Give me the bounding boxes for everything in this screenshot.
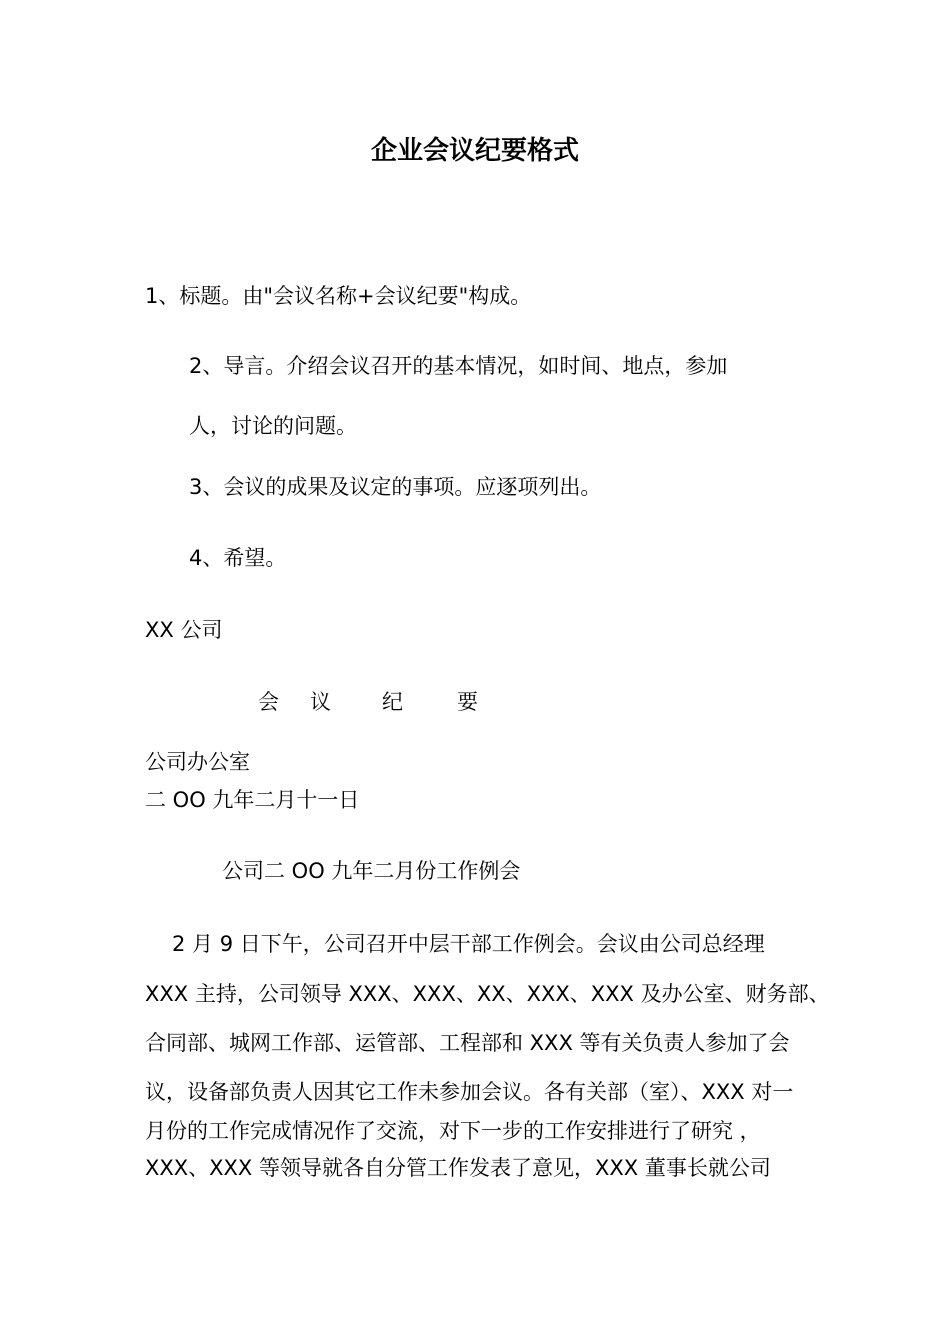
item-1: 1、标题。由"会议名称+会议纪要"构成。 bbox=[145, 284, 532, 308]
meeting-title: 公司二 OO 九年二月份工作例会 bbox=[222, 859, 521, 883]
minutes-heading-char: 纪 bbox=[382, 690, 403, 714]
body-line: 合同部、城网工作部、运管部、工程部和 XXX 等有关负责人参加了会 bbox=[145, 1031, 790, 1055]
minutes-heading bbox=[258, 687, 478, 717]
document-date: 二 OO 九年二月十一日 bbox=[145, 788, 360, 812]
body-line: XXX 主持，公司领导 XXX、XXX、XX、XXX、XXX 及办公室、财务部、 bbox=[145, 982, 830, 1006]
item-2-continued: 人，讨论的问题。 bbox=[189, 414, 357, 438]
minutes-heading-char: 会 bbox=[258, 690, 279, 714]
item-4: 4、希望。 bbox=[189, 546, 287, 570]
item-3: 3、会议的成果及议定的事项。应逐项列出。 bbox=[189, 475, 602, 499]
document-title: 企业会议纪要格式 bbox=[370, 136, 579, 166]
body-line: 月份的工作完成情况作了交流，对下一步的工作安排进行了研究 ， bbox=[145, 1119, 761, 1143]
minutes-heading-char: 议 bbox=[310, 690, 331, 714]
office-name: 公司办公室 bbox=[145, 750, 250, 774]
company-name: XX 公司 bbox=[145, 618, 223, 642]
item-2: 2、导言。介绍会议召开的基本情况，如时间、地点，参加 bbox=[189, 354, 728, 378]
body-line: 2 月 9 日下午，公司召开中层干部工作例会。会议由公司总经理 bbox=[172, 932, 765, 956]
minutes-heading-char: 要 bbox=[457, 690, 478, 714]
body-line: XXX、XXX 等领导就各自分管工作发表了意见，XXX 董事长就公司 bbox=[145, 1156, 771, 1180]
body-line: 议，设备部负责人因其它工作未参加会议。各有关部（室）、XXX 对一 bbox=[145, 1080, 794, 1104]
